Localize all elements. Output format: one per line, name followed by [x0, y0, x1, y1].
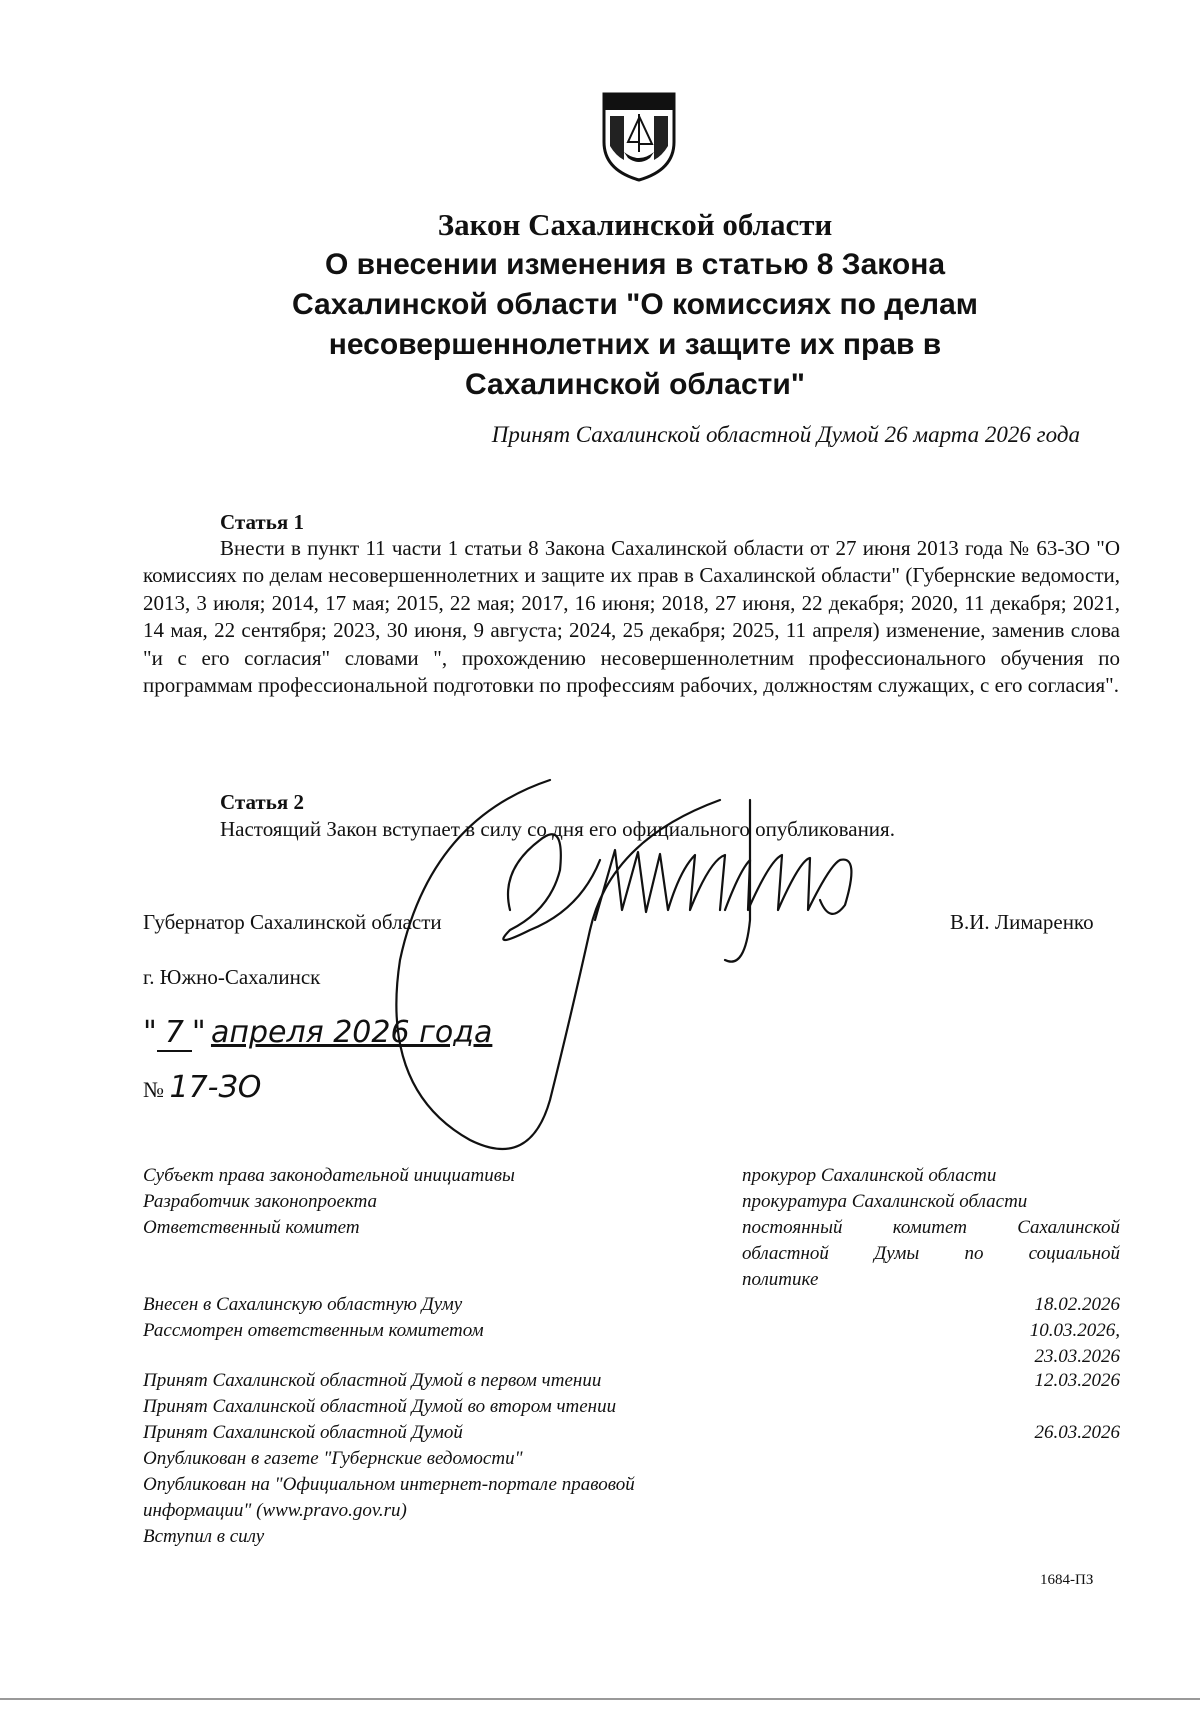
title-line-1: Закон Сахалинской области [437, 207, 833, 242]
signatory-name: В.И. Лимаренко [950, 910, 1094, 934]
signing-date [143, 1015, 492, 1050]
submitted-value: 18.02.2026 [1034, 1294, 1120, 1315]
committee-label: Ответственный комитет [143, 1217, 360, 1238]
adopted-value: 26.03.2026 [1034, 1422, 1120, 1443]
article-1-heading: Статья 1 [220, 510, 304, 534]
signatory-position: Губернатор Сахалинской области [143, 910, 442, 934]
meta-labels-2 [143, 1292, 743, 1344]
date-close-quote: " [191, 1015, 206, 1050]
initiative-value: прокурор Сахалинской области [742, 1165, 997, 1186]
footer-code: 1684-ПЗ [1040, 1572, 1094, 1588]
coat-of-arms-icon [600, 90, 678, 182]
article-1-text: Внести в пункт 11 части 1 статьи 8 Закона Сахалинской области от 27 июня 2013 года № 63-ЗО "О комиссиях по делам несовершеннолетних и защите их прав в Сахалинской области" (Губернские ведомости, 2013, 3 июля; 2014, 17 мая; 2015, 22 мая; 2017, 16 июня; 2018, 27 июня, 22 декабря; 2020, 11 декабря; 2021, 14 мая, 22 сентября; 2023, 30 июня, 9 августа; 2024, 25 декабря; 2025, 11 апреля) изменение, заменив слова "и с его согласия" словами ", прохождению несовершеннолетним профессионального обучения по программам профессиональной подготовки по профессиям рабочих, должностям служащих, с его согласия". [143, 536, 1120, 698]
date-month-year: апреля 2026 года [210, 1015, 493, 1050]
reviewed-value-1: 10.03.2026, [1029, 1320, 1120, 1341]
title-line-4: несовершеннолетних и защите их прав в [328, 328, 942, 361]
second-reading-value [900, 1394, 1120, 1420]
meta-values-1 [742, 1163, 1120, 1293]
date-day: 7 [157, 1015, 192, 1052]
reviewed-label: Рассмотрен ответственным комитетом [143, 1320, 484, 1341]
meta-labels-1 [143, 1163, 703, 1241]
second-reading-label: Принят Сахалинской областной Думой во втором чтении [143, 1396, 617, 1417]
title-line-3: Сахалинской области "О комиссиях по делам [292, 288, 978, 321]
number-value: 17-ЗО [169, 1070, 262, 1105]
article-2-text: Настоящий Закон вступает в силу со дня его официального опубликования. [220, 817, 895, 841]
adopted-label: Принят Сахалинской областной Думой [143, 1422, 463, 1443]
in-force-label: Вступил в силу [143, 1526, 265, 1547]
committee-value-line-1: постоянный комитет Сахалинской [742, 1217, 1120, 1238]
developer-value: прокуратура Сахалинской области [742, 1191, 1028, 1212]
title-line-5: Сахалинской области" [464, 368, 805, 401]
number-prefix: № [143, 1077, 164, 1102]
submitted-label: Внесен в Сахалинскую областную Думу [143, 1294, 463, 1315]
published-newspaper-label: Опубликован в газете "Губернские ведомости" [143, 1448, 523, 1469]
title-line-2: О внесении изменения в статью 8 Закона [324, 248, 946, 281]
adoption-note: Принят Сахалинской областной Думой 26 марта 2026 года [491, 422, 1080, 447]
reviewed-value-2: 23.03.2026 [1034, 1346, 1120, 1367]
meta-values-2 [900, 1292, 1120, 1370]
committee-value-line-2: областной Думы по социальной [742, 1243, 1120, 1264]
first-reading-value: 12.03.2026 [1034, 1370, 1120, 1391]
meta-labels-3 [143, 1368, 743, 1550]
published-portal-label-2: информации" (www.pravo.gov.ru) [143, 1500, 407, 1521]
initiative-label: Субъект права законодательной инициативы [143, 1165, 515, 1186]
published-portal-label-1: Опубликован на "Официальном интернет-портале правовой [143, 1474, 635, 1495]
bottom-scan-edge [0, 1698, 1200, 1700]
first-reading-label: Принят Сахалинской областной Думой в первом чтении [143, 1370, 602, 1391]
law-title [200, 205, 1070, 405]
meta-values-3 [900, 1368, 1120, 1446]
article-2-heading: Статья 2 [220, 790, 304, 814]
city: г. Южно-Сахалинск [143, 965, 321, 989]
date-open-quote: " [143, 1015, 157, 1050]
law-number [143, 1070, 261, 1105]
committee-value-line-3: политике [742, 1269, 819, 1290]
developer-label: Разработчик законопроекта [143, 1191, 378, 1212]
